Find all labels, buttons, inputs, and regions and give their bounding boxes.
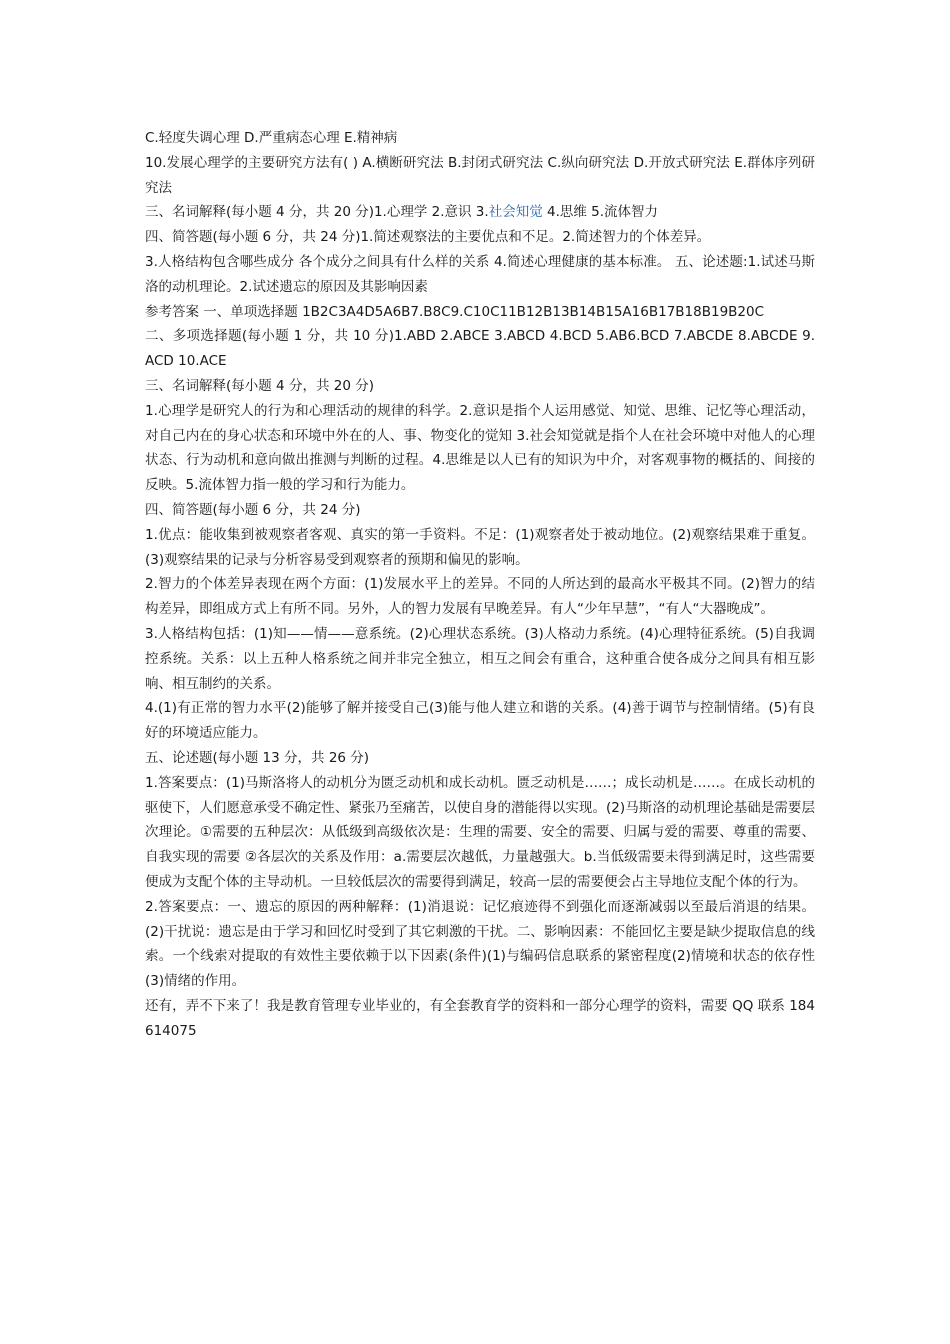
document-page	[145, 126, 815, 1043]
answer-term-definitions: 1.心理学是研究人的行为和心理活动的规律的科学。2.意识是指个人运用感觉、知觉、思维、记忆等心理活动，对自己内在的身心状态和环境中外在的人、事、物变化的觉知 3.社会知觉就是指个人在社会环境中对他人的心理状态、行为动机和意向做出推测与判断的过程。4.思维是以人已有的知识为中介，对客观事物的概括的、间接的反映。5.流体智力指一般的学习和行为能力。	[145, 402, 815, 494]
answer-essay-2: 2.答案要点：一、遗忘的原因的两种解释：(1)消退说：记忆痕迹得不到强化而逐渐减弱以至最后消退的结果。(2)干扰说：遗忘是由于学习和回忆时受到了其它刺激的干扰。二、影响因素：不能回忆主要是缺少提取信息的线索。一个线索对提取的有效性主要依赖于以下因素(条件)(1)与编码信息联系的紧密程度(2)情境和状态的依存性(3)情绪的作用。	[145, 898, 815, 990]
social-perception-link[interactable]: 社会知觉	[488, 204, 543, 221]
section-3-term-questions	[145, 200, 815, 225]
answer-key-multiple-choice: 二、多项选择题(每小题 1 分，共 10 分)1.ABD 2.ABCE 3.ABCD 4.BCD 5.AB6.BCD 7.ABCDE 8.ABCDE 9.ACD 10.ACE	[145, 328, 815, 370]
question-10: 10.发展心理学的主要研究方法有( ) A.横断研究法 B.封闭式研究法 C.纵向研究法 D.开放式研究法 E.群体序列研究法	[145, 154, 815, 196]
short-answer-and-essay-questions: 3.人格结构包含哪些成分 各个成分之间具有什么样的关系 4.简述心理健康的基本标准。 五、论述题:1.试述马斯洛的动机理论。2.试述遗忘的原因及其影响因素	[145, 253, 815, 295]
answer-key-single-choice: 参考答案 一、单项选择题 1B2C3A4D5A6B7.B8C9.C10C11B12B13B14B15A16B17B18B19B20C	[145, 303, 765, 320]
answer-section-4-heading: 四、简答题(每小题 6 分，共 24 分)	[145, 501, 361, 518]
answer-short-2: 2.智力的个体差异表现在两个方面：(1)发展水平上的差异。不同的人所达到的最高水平极其不同。(2)智力的结构差异，即组成方式上有所不同。另外，人的智力发展有早晚差异。有人“少年早慧”，“有人“大器晚成”。	[145, 576, 815, 618]
answer-short-1: 1.优点：能收集到被观察者客观、真实的第一手资料。不足：(1)观察者处于被动地位。(2)观察结果难于重复。 (3)观察结果的记录与分析容易受到观察者的预期和偏见的影响。	[145, 526, 815, 568]
answer-section-3-heading: 三、名词解释(每小题 4 分，共 20 分)	[145, 377, 374, 394]
answer-short-4: 4.(1)有正常的智力水平(2)能够了解并接受自己(3)能与他人建立和谐的关系。(4)善于调节与控制情绪。(5)有良好的环境适应能力。	[145, 700, 815, 742]
section-4-short-answer-questions: 四、简答题(每小题 6 分，共 24 分)1.简述观察法的主要优点和不足。2.简述智力的个体差异。	[145, 229, 711, 246]
question-9-options-continued: C.轻度失调心理 D.严重病态心理 E.精神病	[145, 130, 398, 146]
answer-section-5-heading: 五、论述题(每小题 13 分，共 26 分)	[145, 749, 370, 766]
closing-note: 还有，弄不下来了！我是教育管理专业毕业的，有全套教育学的资料和一部分心理学的资料，需要 QQ 联系 184614075	[145, 997, 815, 1039]
term-questions-text-before: 三、名词解释(每小题 4 分，共 20 分)1.心理学 2.意识 3.	[145, 204, 489, 221]
answer-essay-1: 1.答案要点：(1)马斯洛将人的动机分为匮乏动机和成长动机。匮乏动机是……；成长动机是……。在成长动机的驱使下，人们愿意承受不确定性、紧张乃至痛苦，以使自身的潜能得以实现。(2)马斯洛的动机理论基础是需要层次理论。①需要的五种层次：从低级到高级依次是：生理的需要、安全的需要、归属与爱的需要、尊重的需要、自我实现的需要 ②各层次的关系及作用：a.需要层次越低，力量越强大。b.当低级需要未得到满足时，这些需要便成为支配个体的主导动机。一旦较低层次的需要得到满足，较高一层的需要便会占主导地位支配个体的行为。	[145, 774, 815, 890]
term-questions-text-after: 4.思维 5.流体智力	[542, 204, 659, 221]
answer-short-3: 3.人格结构包括：(1)知——情——意系统。(2)心理状态系统。(3)人格动力系统。(4)心理特征系统。(5)自我调控系统。关系：以上五种人格系统之间并非完全独立，相互之间会有重合，这种重合使各成分之间具有相互影响、相互制约的关系。	[145, 625, 815, 692]
